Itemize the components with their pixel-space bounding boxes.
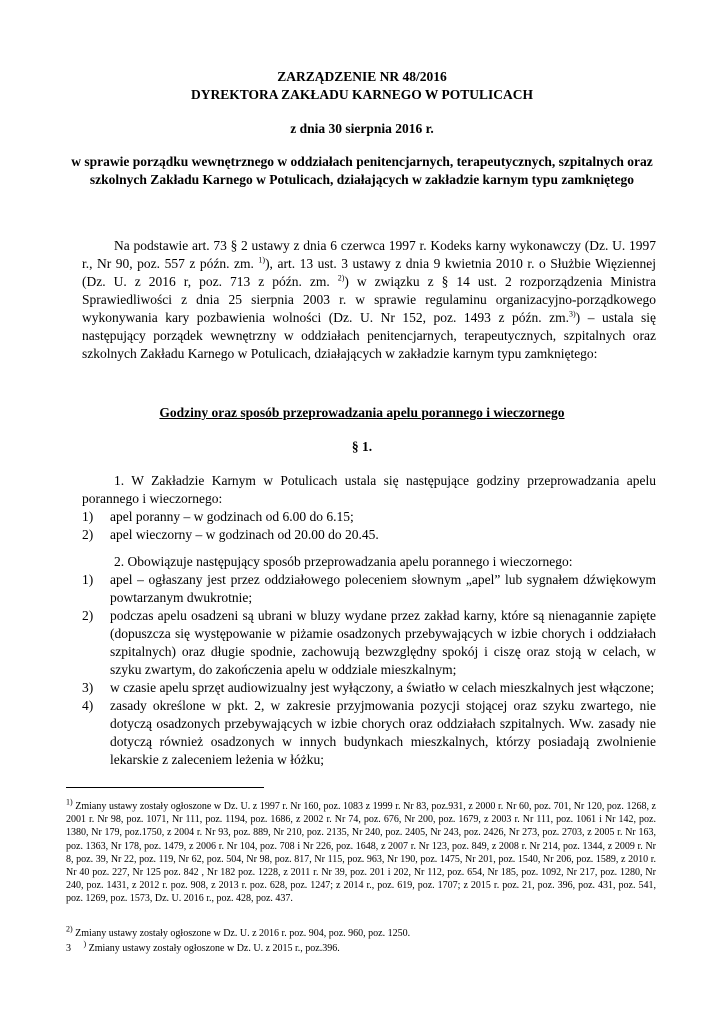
list-item-number: 3) <box>82 680 94 695</box>
list-item-text: zasady określone w pkt. 2, w zakresie przyjmowania pozycji stojącej oraz szyku zwartego, nie dotyczą osadzonych przebywających w izbie chorych oraz oddziałach szpitalnych. Ww. zasady nie dotyczą również osadzonych w innych budynkach mieszkalnych, którzy posiadają zwolnienie lekarskie z zaleceniem leżenia w łóżku; <box>110 698 656 767</box>
footnote-3 <box>66 939 656 955</box>
footnote-mark: 2) <box>66 924 73 934</box>
footnote-text: Zmiany ustawy zostały ogłoszone w Dz. U. z 2016 r. poz. 904, poz. 960, poz. 1250. <box>72 928 411 939</box>
list-item-number: 1) <box>82 509 94 524</box>
footnote-mark: 3 <box>66 943 71 954</box>
list-item-number: 2) <box>82 608 94 623</box>
preamble-part3: ) w związku z § 14 ust. 2 rozporządzenia Ministra Sprawiedliwości z dnia 25 sierpnia 2003 r. w sprawie regulaminu organizacyjno-porządkowego wykonywania kary pozbawienia wolności (Dz. U. Nr 152, poz. 1493 z późn. zm. <box>82 274 656 325</box>
document-title-line1: ZARZĄDZENIE NR 48/2016 <box>277 69 447 84</box>
list-item-text: apel wieczorny – w godzinach od 20.00 do 20.45. <box>110 527 379 542</box>
footnote-separator <box>66 787 264 788</box>
point2-intro: 2. Obowiązuje następujący sposób przeprowadzania apelu porannego i wieczornego: <box>114 554 573 569</box>
list-item-text: apel poranny – w godzinach od 6.00 do 6.15; <box>110 509 354 524</box>
preamble-paragraph <box>82 237 656 363</box>
preamble-ref3: 3) <box>569 309 576 319</box>
list-item-number: 4) <box>82 698 94 713</box>
document-date: z dnia 30 sierpnia 2016 r. <box>290 121 434 136</box>
document-title-line2: DYREKTORA ZAKŁADU KARNEGO W POTULICACH <box>190 87 534 102</box>
list-item <box>82 571 656 607</box>
list-item-text: w czasie apelu sprzęt audiowizualny jest wyłączony, a światło w celach mieszkalnych jest włączone; <box>110 680 655 695</box>
preamble-ref1: 1) <box>258 255 266 265</box>
point2-list <box>82 571 656 769</box>
list-item <box>82 607 656 679</box>
document-subject: w sprawie porządku wewnętrznego w oddziałach penitencjarnych, terapeutycznych, szpitalnych oraz szkolnych Zakładu Karnego w Potulicach, działających w zakładzie karnym typu zamkniętego <box>71 154 653 187</box>
list-item <box>82 679 656 697</box>
point1-intro: 1. W Zakładzie Karnym w Potulicach ustala się następujące godziny przeprowadzania apelu porannego i wieczornego: <box>82 473 656 506</box>
list-item-text: apel – ogłaszany jest przez oddziałowego poleceniem słownym „apel” lub sygnałem dźwiękowym powtarzanym dwukrotnie; <box>110 572 656 605</box>
footnote-1 <box>66 797 656 906</box>
list-item-number: 2) <box>82 527 94 542</box>
preamble-part1: Na podstawie art. 73 § 2 ustawy z dnia 6 czerwca 1997 r. Kodeks karny wykonawczy (Dz. U. 1997 r., Nr 90, poz. 557 z późn. zm. <box>82 238 656 271</box>
preamble-part4: ) – ustala się następujący porządek wewnętrzny w oddziałach penitencjarnych, terapeutycznych, szpitalnych oraz szkolnych Zakładu Karnego w Potulicach, działających w zakładzie karnym typu zamkniętego: <box>82 310 656 361</box>
list-item <box>82 697 656 769</box>
paragraph-number: § 1. <box>351 439 373 454</box>
footnote-mark: 1) <box>66 797 73 807</box>
footnote-text: Zmiany ustawy zostały ogłoszone w Dz. U. z 1997 r. Nr 160, poz. 1083 z 1999 r. Nr 83, poz.931, z 2000 r. Nr 60, poz. 701, Nr 120, poz. 1268, z 2001 r. Nr 98, poz. 1071, Nr 111, poz. 1194, poz. 1686, z 2002 r. Nr 74, poz. 676, Nr 200, poz. 1679, z 2003 r. Nr 111, poz. 1061 i Nr 142, poz. 1380, Nr 179, poz.1750, z 2004 r. Nr 93, poz. 889, Nr 210, poz. 2135, Nr 240, poz. 2405, Nr 243, poz. 2426, Nr 273, poz. 2703, z 2005 r. Nr 163, poz. 1363, Nr 178, poz. 1479, z 2006 r. Nr 104, poz. 708 i Nr 226, poz. 1648, z 2007 r. Nr 123, poz. 849, z 2008 r. Nr 214, poz. 1344, z 2009 r. Nr 8, poz. 39, Nr 22, poz. 119, Nr 62, poz. 504, Nr 98, poz. 817, Nr 115, poz. 963, Nr 190, poz. 1475, Nr 201, poz. 1540, Nr 206, poz. 1589, z 2010 r. Nr 40 poz. 227, Nr 125 poz. 842 , Nr 182 poz. 1228, z 2011 r. Nr 39, poz. 201 i 202, Nr 112, poz. 654, Nr 185, poz. 1092, Nr 217, poz. 1280, Nr 240, poz. 1431, z 2012 r. poz. 908, z 2013 r. poz. 628, poz. 1247; z 2014 r., poz. 619, poz. 1707; z 2015 r. poz. 21, poz. 396, poz. 431, poz. 541, poz. 1269, poz. 1573, Dz. U. 2016 r., poz. 428, poz. 437. <box>66 801 656 905</box>
list-item-text: podczas apelu osadzeni są ubrani w bluzy wydane przez zakład karny, które są nienagannie zapięte (dopuszcza się występowanie w piżamie osadzonych przebywających w izbie chorych i oddziałach szpitalnych) oraz długie spodnie, zachowują bezwzględny spokój i ciszę oraz stoją w celach, w szyku zwartym, do zakończenia apelu w oddziale mieszkalnym; <box>110 608 656 677</box>
preamble-part2: ), art. 13 ust. 3 ustawy z dnia 9 kwietnia 2010 r. o Służbie Więziennej (Dz. U. z 2016 r, poz. 713 z późn. zm. <box>82 256 656 289</box>
footnote-mark-paren: ) <box>83 939 87 949</box>
preamble-ref2: 2) <box>337 273 345 283</box>
list-item <box>82 526 656 544</box>
section-heading: Godziny oraz sposób przeprowadzania apelu porannego i wieczornego <box>159 405 565 420</box>
point1-list <box>82 508 656 544</box>
footnote-2 <box>66 924 656 940</box>
list-item-number: 1) <box>82 572 94 587</box>
footnote-text: Zmiany ustawy zostały ogłoszone w Dz. U. z 2015 r., poz.396. <box>86 943 340 954</box>
list-item <box>82 508 656 526</box>
